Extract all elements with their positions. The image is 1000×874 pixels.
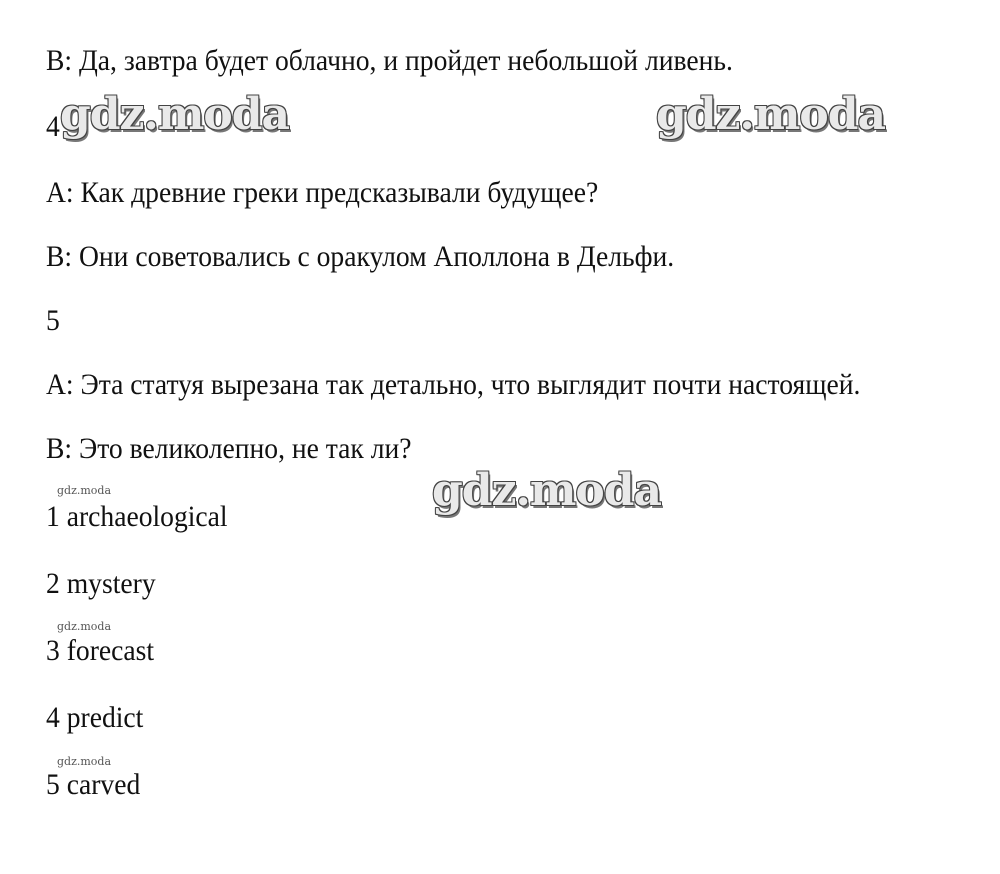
exercise-number-4: 4 (46, 110, 60, 143)
dialogue-line-b-weather: B: Да, завтра будет облачно, и пройдет небольшой ливень. (46, 44, 733, 77)
watermark-small: gdz.moda (57, 484, 112, 497)
watermark-small: gdz.moda (57, 620, 112, 633)
watermark-logo: gdz.moda (432, 465, 662, 516)
watermark-logo: gdz.moda (60, 89, 290, 140)
watermark-small: gdz.moda (57, 755, 112, 768)
answer-item: 1 archaeological (46, 500, 228, 533)
dialogue-line-a-greeks: А: Как древние греки предсказывали будущее? (46, 176, 599, 209)
answer-item: 3 forecast (46, 634, 155, 667)
answer-item: 4 predict (46, 701, 144, 734)
dialogue-line-a-statue: А: Эта статуя вырезана так детально, что выглядит почти настоящей. (46, 368, 861, 401)
dialogue-line-b-magnificent: B: Это великолепно, не так ли? (46, 432, 412, 465)
dialogue-line-b-oracle: B: Они советовались с оракулом Аполлона в Дельфи. (46, 240, 675, 273)
exercise-number-5: 5 (46, 304, 60, 337)
answer-item: 2 mystery (46, 567, 156, 600)
watermark-logo: gdz.moda (656, 89, 886, 140)
answer-item: 5 carved (46, 768, 141, 801)
